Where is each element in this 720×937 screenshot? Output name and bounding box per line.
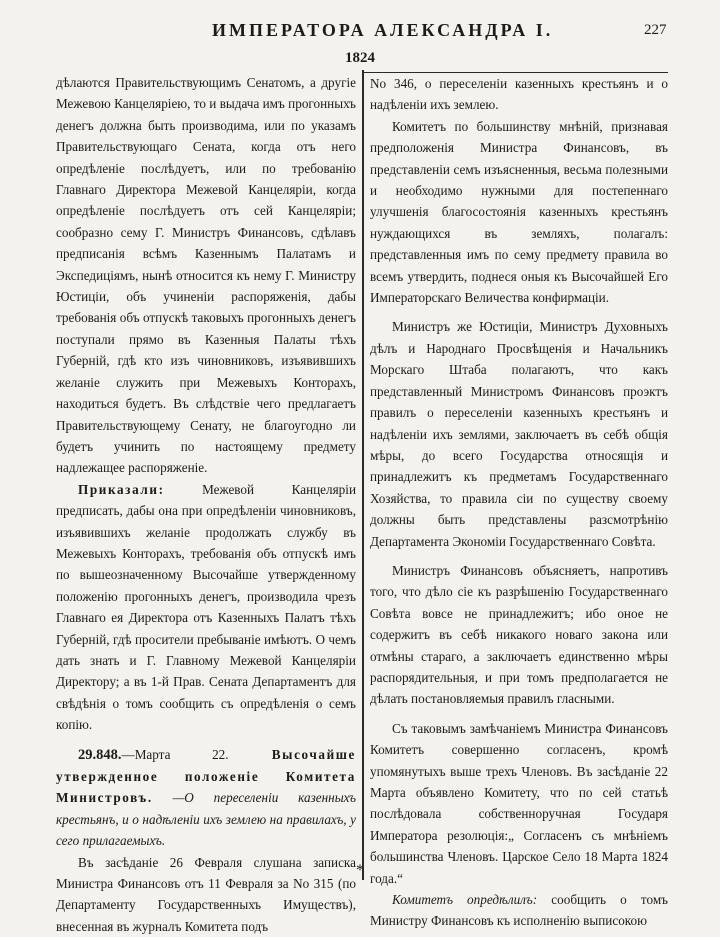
committee-decision-lead: Комитетъ опредѣлилъ: bbox=[392, 892, 538, 908]
column-divider bbox=[362, 70, 364, 880]
resolution-lead: Приказали: bbox=[78, 481, 165, 497]
footer-asterisk: * bbox=[356, 862, 364, 879]
decree-date: —Марта 22. bbox=[121, 746, 229, 762]
right-paragraph-1: Комитетъ по большинству мнѣній, признавая предположенія Министра Финансовъ, въ представленіи семъ изъясненныя, весьма полезными и необходимо нужными для постепеннаго улучшенія благосостоянія казенныхъ крестьянъ нуждающихся въ земляхъ, полагалъ: представленныя имъ по сему предмету правила во всемъ утвердить, поднеся оныя къ Высочайшей Его Императорскаго Величества конфирмаціи. bbox=[370, 118, 668, 306]
running-title: ИМПЕРАТОРА АЛЕКСАНДРА I. bbox=[212, 20, 554, 40]
decree-number: 29.848. bbox=[78, 746, 122, 763]
right-paragraph-0: No 346, о переселеніи казенныхъ крестьянъ и о надѣленіи ихъ землею. bbox=[362, 72, 668, 116]
left-column bbox=[56, 72, 356, 937]
committee-decision-text: сообщить о томъ Министру Финансовъ къ исполненію выписокою bbox=[370, 892, 668, 929]
resolution-text: Межевой Канцеляріи предписать, дабы она при опредѣленіи чиновниковъ, изъявившихъ желаніе продолжать службу въ Межевыхъ Конторахъ, требованія объ отпускѣ имъ по вышеозначенному Высочайше утвержденному положенію прогонныхъ денегъ, производила чрезъ Главнаго ея Директора отъ Казенныхъ Палатъ тѣхъ Губерній, гдѣ просители пребываніе имѣютъ. О чемъ дать знать и Г. Главному Межевой Канцеляріи Директору; а въ 1-й Прав. Сената Департаментъ для свѣдѣнія о томъ сообщить съ опредѣленія о семъ копію. bbox=[56, 481, 356, 733]
page-number: 227 bbox=[644, 22, 667, 38]
decree-heading bbox=[56, 744, 356, 852]
right-paragraph-2: Министръ же Юстиціи, Министръ Духовныхъ дѣлъ и Народнаго Просвѣщенія и Начальникъ Морскаго Штаба полагаютъ, что какъ представленный Министромъ Финансовъ проэктъ правилъ о переселеніи казенныхъ крестьянъ и надѣленіи ихъ землями, заключаетъ въ себѣ общія мѣры, до всего Государства относящія и принадлежитъ къ предметамъ Государственнаго Хозяйства, то правила сіи по существу своему должны быть представлены разсмотрѣнію Департамента Экономіи Государственнаго Совѣта. bbox=[370, 319, 668, 549]
right-column bbox=[370, 72, 668, 932]
year-heading: 1824 bbox=[345, 50, 375, 66]
decree-title: Высочайше утвержденное положеніе Комитета Министровъ. bbox=[56, 746, 356, 806]
left-paragraph-4: Въ засѣданіе 26 Февраля слушана записка Министра Финансовъ отъ 11 Февраля за No 315 (по Департаменту Государственныхъ Имуществъ), внесенная въ журналъ Комитета подъ bbox=[56, 854, 356, 934]
decree-subject: —О переселеніи казенныхъ крестьянъ, и о надѣленіи ихъ землею на правилахъ, у сего прилагаемыхъ. bbox=[56, 790, 356, 849]
left-paragraph-2 bbox=[56, 479, 356, 736]
running-head bbox=[0, 20, 720, 46]
right-paragraph-5 bbox=[370, 889, 668, 932]
left-paragraph-1: дѣлаются Правительствующимъ Сенатомъ, а другіе Межевою Канцеляріею, то и выдача имъ прогонныхъ денегъ должна быть производима, или по указамъ Правительствующаго Сената, когда отъ него опредѣленіе послѣдуетъ, или по требованію Главнаго Директора Межевой Канцеляріи, когда опредѣленіе послѣдуетъ отъ сей Канцеляріи; сообразно сему Г. Министръ Финансовъ, сдѣлавъ предписанія всѣмъ Казеннымъ Палатамъ и Экспедиціямъ, нынѣ относится къ нему Г. Министру Юстиціи, объ учиненіи распоряженія, дабы требованія объ отпускѣ таковыхъ прогонныхъ денегъ поступали прямо въ Казенныя Палаты тѣхъ Губерній, гдѣ кто изъ чиновниковъ, изъявившихъ желаніе служить при Межевыхъ Конторахъ, находиться будетъ. Въ слѣдствіе чего предлагаетъ Правительствующему Сенату, не благоугодно ли будетъ учинить по настоящему предмету надлежащее распоряженіе. bbox=[56, 75, 356, 476]
right-paragraph-3: Министръ Финансовъ объясняетъ, напротивъ того, что дѣло сіе къ разрѣшенію Государственнаго Совѣта вовсе не принадлежитъ; ибо оное не содержитъ въ себѣ никакого новаго закона или отмѣны стараго, а заключаетъ единственно мѣры распорядительныя, и при томъ предполагается не дѣлать постановляемыя правилъ гласными. bbox=[370, 562, 668, 707]
right-paragraph-4: Съ таковымъ замѣчаніемъ Министра Финансовъ Комитетъ совершенно согласенъ, кромѣ упомянутыхъ выше трехъ Членовъ. Въ засѣданіе 22 Марта объявлено Комитету, что по сей статьѣ послѣдовала собственноручная Государя Императора резолюція:„ Согласенъ съ мнѣніемъ большинства Членовъ. Царское Село 18 Марта 1824 года.“ bbox=[370, 720, 668, 886]
